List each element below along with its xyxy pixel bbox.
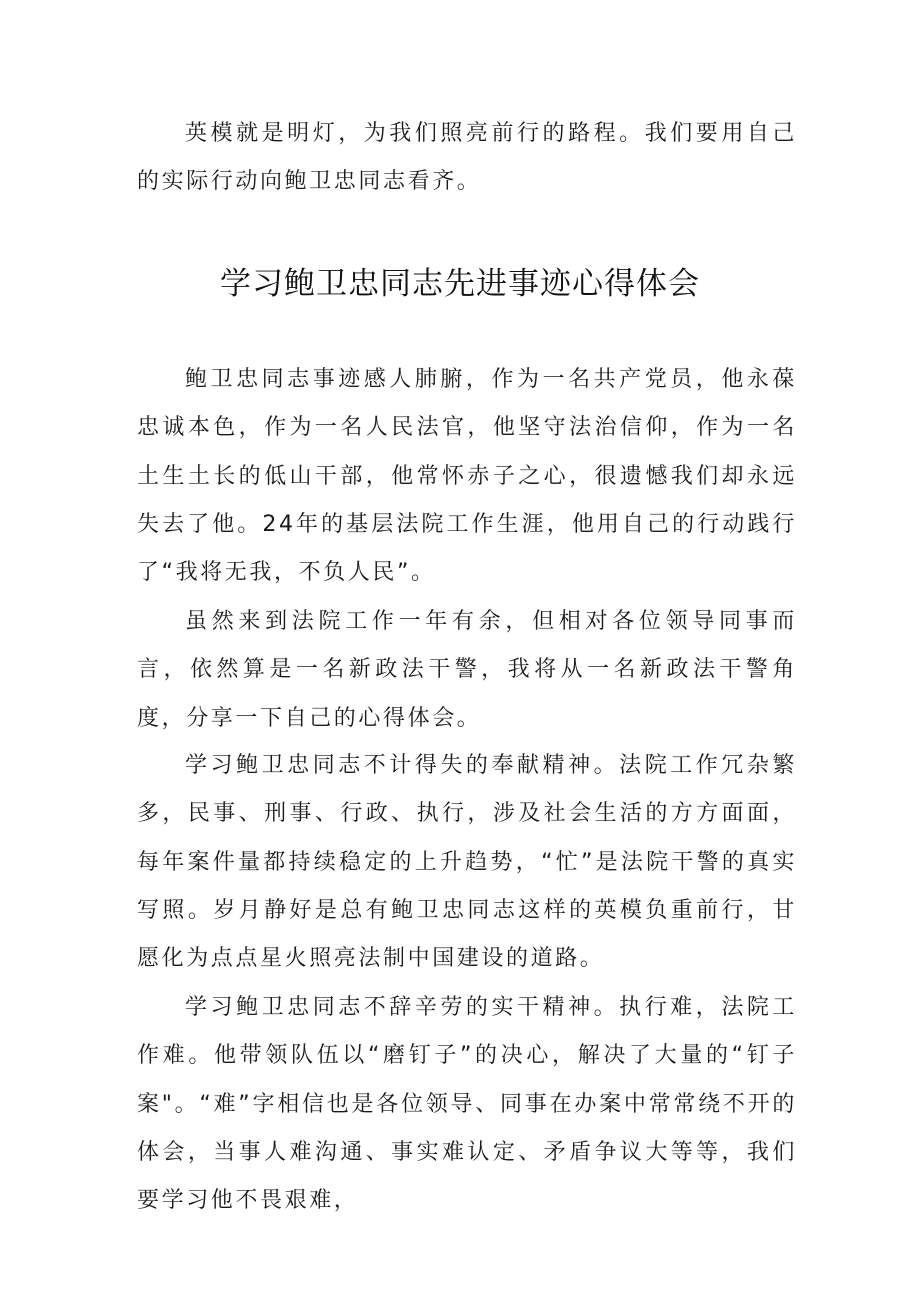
body-paragraph: 学习鲍卫忠同志不计得失的奉献精神。法院工作冗杂繁多，民事、刑事、行政、执行，涉及社会生活的方方面面，每年案件量都持续稳定的上升趋势，“忙”是法院干警的真实写照。岁月静好是总有鲍卫忠同志这样的英模负重前行，甘愿化为点点星火照亮法制中国建设的道路。 (137, 753, 797, 972)
intro-paragraph: 英模就是明灯，为我们照亮前行的路程。我们要用自己的实际行动向鲍卫忠同志看齐。 (137, 121, 797, 195)
body-paragraph: 学习鲍卫忠同志不辞辛劳的实干精神。执行难，法院工作难。他带领队伍以“磨钉子”的决心，解决了大量的“钉子案"。“难”字相信也是各位领导、同事在办案中常常绕不开的体会，当事人难沟通、事实难认定、矛盾争议大等等，我们要学习他不畏艰难， (137, 995, 797, 1214)
document-title: 学习鲍卫忠同志先进事迹心得体会 (220, 266, 700, 302)
body-paragraph: 虽然来到法院工作一年有余，但相对各位领导同事而言，依然算是一名新政法干警，我将从一名新政法干警角度，分享一下自己的心得体会。 (137, 609, 797, 731)
body-paragraph: 鲍卫忠同志事迹感人肺腑，作为一名共产党员，他永葆忠诚本色，作为一名人民法官，他坚守法治信仰，作为一名土生土长的低山干部，他常怀赤子之心，很遗憾我们却永远失去了他。24年的基层法院工作生涯，他用自己的行动践行了“我将无我，不负人民”。 (137, 367, 797, 586)
